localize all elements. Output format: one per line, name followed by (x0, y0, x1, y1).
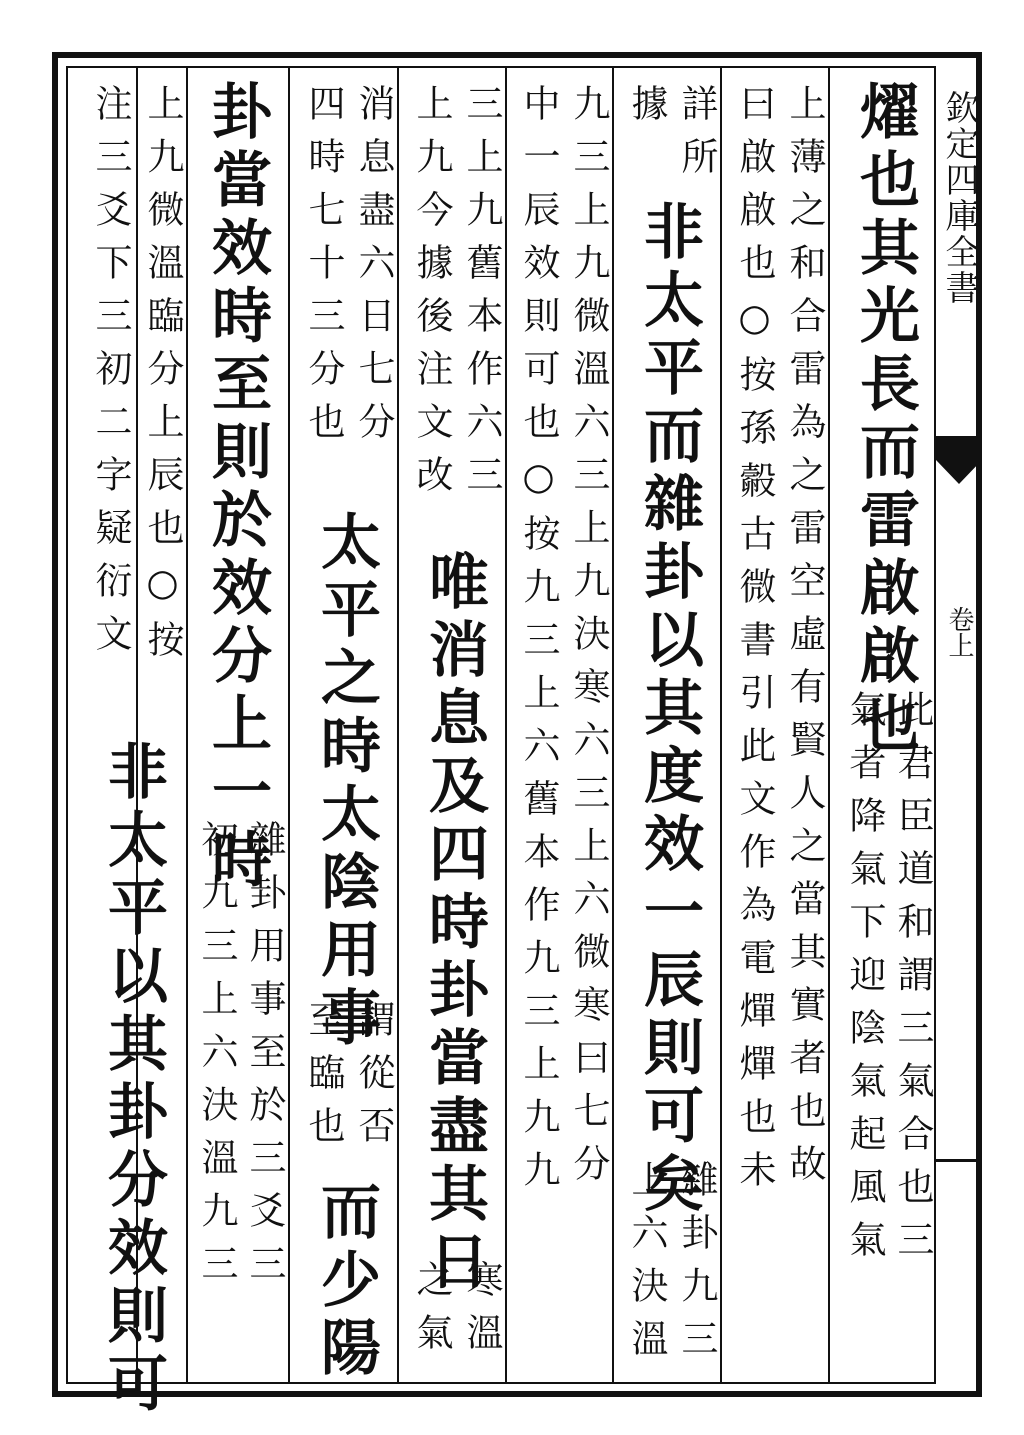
commentary-right: 此君臣道和謂三氣合也三 (891, 690, 934, 1273)
main-text: 太平之時太陰用事 (311, 510, 381, 1054)
main-text: 燿也其光長而雷啟啟也 (850, 80, 920, 760)
commentary-right: 雜卦九三 (675, 1160, 718, 1372)
commentary-right: 消息盡六日七分 (352, 84, 395, 455)
margin-volume-label: 卷上 (944, 606, 974, 658)
commentary-left: 氣者降氣下迎陰氣起風氣 (843, 690, 886, 1273)
main-text: 而少陽 (311, 1180, 381, 1384)
fish-tail-mark (936, 436, 982, 484)
commentary-right: 上薄之和合雷為之雷空虛有賢人之當其實者也故 (783, 84, 826, 1197)
commentary-left: 上六決溫 (625, 1160, 668, 1372)
margin-tick (936, 1159, 982, 1162)
text-column-7 (188, 70, 288, 1380)
commentary-left: 中一辰效則可也○按九三上六舊本作九三上九九 (517, 84, 560, 1203)
commentary-right: 三上九舊本作六三 (460, 84, 503, 508)
commentary-left: 注三爻下三初二字疑衍文 (89, 84, 132, 667)
commentary-right: 雜卦用事至於三爻三 (243, 820, 286, 1297)
commentary-left: 四時七十三分也 (302, 84, 345, 455)
commentary-left: 初九三上六決溫九三 (195, 820, 238, 1297)
text-column-8 (68, 70, 186, 1420)
commentary-left: 曰啟啟也○按孫㲉古微書引此文作為電燀燀也未 (733, 84, 776, 1203)
commentary-left: 至臨也 (302, 1000, 345, 1159)
main-text: 唯消息及四時卦當盡其日 (419, 550, 489, 1298)
commentary-right: 寒溫 (460, 1260, 503, 1366)
commentary-right: 謂從否 (352, 1000, 395, 1159)
commentary-left: 之氣 (410, 1260, 453, 1366)
main-text: 非太平以其卦分效則可 (98, 740, 168, 1420)
commentary-left: 據 (625, 84, 668, 137)
text-column-5 (399, 70, 505, 1380)
text-column-6 (290, 70, 397, 1384)
commentary-right: 詳所 (675, 84, 718, 190)
margin-book-title: 欽定四庫全書 (939, 90, 979, 306)
margin-strip (936, 66, 982, 1384)
text-column-2 (722, 70, 828, 1380)
text-column-4 (507, 70, 612, 1380)
commentary-right: 九三上九微溫六三上九決寒六三上六微寒曰七分 (567, 84, 610, 1197)
text-column-1 (830, 70, 936, 1380)
main-text: 非太平而雜卦以其度效一辰則可矣 (634, 200, 704, 1220)
commentary-right: 上九微溫臨分上辰也○按 (141, 84, 184, 673)
main-text: 卦當效時至則於效分上一時 (202, 80, 272, 896)
commentary-left: 上九今據後注文改 (410, 84, 453, 508)
text-column-3 (614, 70, 720, 1380)
